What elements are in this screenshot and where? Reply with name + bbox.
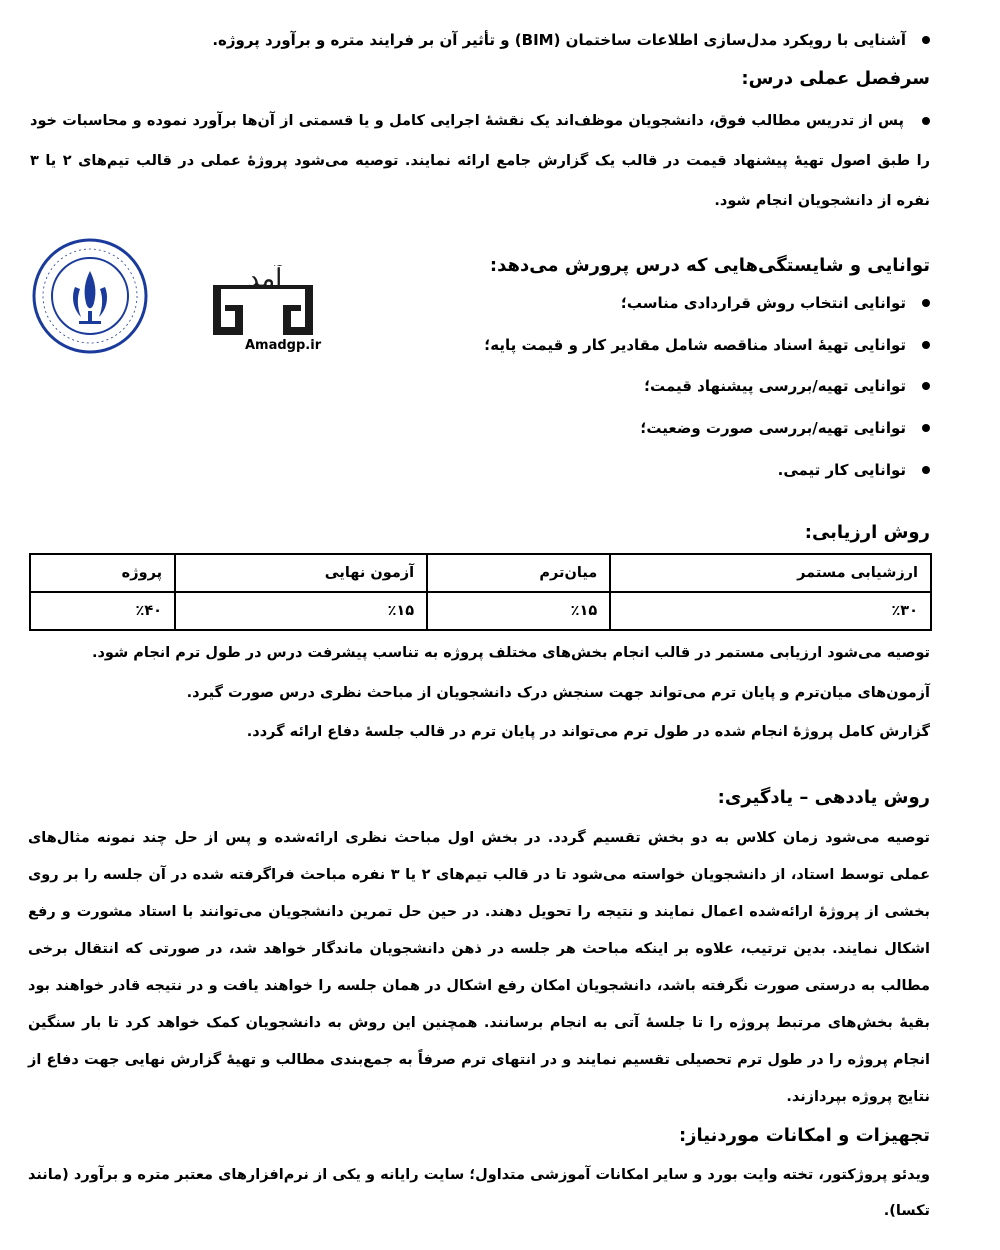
ability-item: توانایی تهیهٔ اسناد مناقصه شامل مقادیر کار و قیمت پایه؛ [484, 333, 930, 357]
ability-item: توانایی انتخاب روش قراردادی مناسب؛ [621, 291, 930, 315]
bullet-icon [922, 299, 930, 307]
bullet-icon [922, 424, 930, 432]
table-cell: ٪۴۰ [30, 592, 175, 630]
equipment-heading: تجهیزات و امکانات موردنیاز: [678, 1125, 930, 1146]
ability-item: توانایی تهیه/بررسی پیشنهاد قیمت؛ [644, 374, 930, 398]
table-header-cell: پروژه [30, 554, 175, 592]
evaluation-heading: روش ارزیابی: [804, 522, 930, 543]
teaching-heading: روش یاددهی – یادگیری: [717, 787, 930, 808]
practical-heading: سرفصل عملی درس: [741, 68, 930, 89]
teaching-paragraph: توصیه می‌شود زمان کلاس به دو بخش تقسیم گردد. در بخش اول مباحث نظری ارائه‌شده و پس از حل چند نمونه مثال‌های عملی توسط استاد، از دانشجویان خواسته می‌شود تا در قالب تیم‌های ۲ یا ۳ نفره مباحث فراگرفته شده در آن جلسه را بر روی بخشی از پروژهٔ ارائه‌شده اعمال نمایند و نتیجه را تحویل دهند. در حین حل تمرین دانشجویان می‌توانند با استاد مشورت و رفع اشکال نمایند. بدین ترتیب، علاوه بر اینکه مباحث هر جلسه در ذهن دانشجویان ماندگار خواهد شد، در صورتی که انتقال برخی مطالب به درستی صورت نگرفته باشد، دانشجویان امکان رفع اشکال در همان جلسه را خواهند یافت و در نتیجه قادر خواهند بود بقیهٔ بخش‌های مرتبط پروژه را تا جلسهٔ آتی به انجام برسانند. همچنین این روش به دانشجویان کمک خواهد کرد تا بار سنگین انجام پروژه را در طول ترم تحصیلی تقسیم نمایند و در انتهای ترم صرفاً به جمع‌بندی مطالب و تهیهٔ گزارش نهایی جهت دفاع از نتایج پروژه بپردازند. [28, 830, 930, 1105]
ability-item: توانایی تهیه/بررسی صورت وضعیت؛ [640, 416, 930, 440]
table-header-cell: آزمون نهایی [175, 554, 427, 592]
table-cell: ٪۱۵ [427, 592, 610, 630]
logo-site-text: Amadgp.ir [245, 338, 322, 353]
abilities-heading: توانایی و شایستگی‌هایی که درس پرورش می‌دهد: [489, 255, 930, 276]
evaluation-note: گزارش کامل پروژهٔ انجام شده در طول ترم می‌تواند در پایان ترم در قالب جلسهٔ دفاع ارائه گردد. [246, 724, 930, 740]
equipment-paragraph: ویدئو پروژکتور، تخته وایت بورد و سایر امکانات آموزشی متداول؛ سایت رایانه و یکی از نرم‌افزارهای معتبر متره و برآورد (مانند تکسا). [28, 1167, 930, 1219]
ability-item: توانایی کار تیمی. [778, 458, 930, 482]
bullet-icon [922, 341, 930, 349]
bullet-icon [922, 382, 930, 390]
evaluation-note: توصیه می‌شود ارزیابی مستمر در قالب انجام بخش‌های مختلف پروژه به تناسب پیشرفت درس در طول ترم انجام شود. [91, 645, 930, 661]
bullet-icon [922, 36, 930, 44]
table-cell: ٪۳۰ [610, 592, 931, 630]
table-cell: ٪۱۵ [175, 592, 427, 630]
practical-paragraph: پس از تدریس مطالب فوق، دانشجویان موظف‌اند یک نقشهٔ اجرایی کامل و یا قسمتی از آن‌ها برآورد نموده و محاسبات خود را طبق اصول تهیهٔ پیشنهاد قیمت در قالب یک گزارش جامع ارائه نمایند. توصیه می‌شود پروژهٔ عملی در قالب تیم‌های ۲ یا ۳ نفره از دانشجویان انجام شود. [30, 113, 930, 209]
intro-bullet: آشنایی با رویکرد مدل‌سازی اطلاعات ساختمان (BIM) و تأثیر آن بر فرایند متره و برآورد پروژه. [212, 28, 930, 52]
logo-text: آمد [247, 265, 283, 294]
seal-icon [31, 237, 149, 355]
evaluation-note: آزمون‌های میان‌ترم و پایان ترم می‌تواند جهت سنجش درک دانشجویان از مباحث نظری درس صورت گیرد. [186, 685, 930, 701]
table-header-cell: ارزشیابی مستمر [610, 554, 931, 592]
table-header-cell: میان‌ترم [427, 554, 610, 592]
table-header-row [30, 554, 931, 592]
bullet-icon [922, 466, 930, 474]
table-row [30, 592, 931, 630]
evaluation-table [29, 553, 932, 631]
